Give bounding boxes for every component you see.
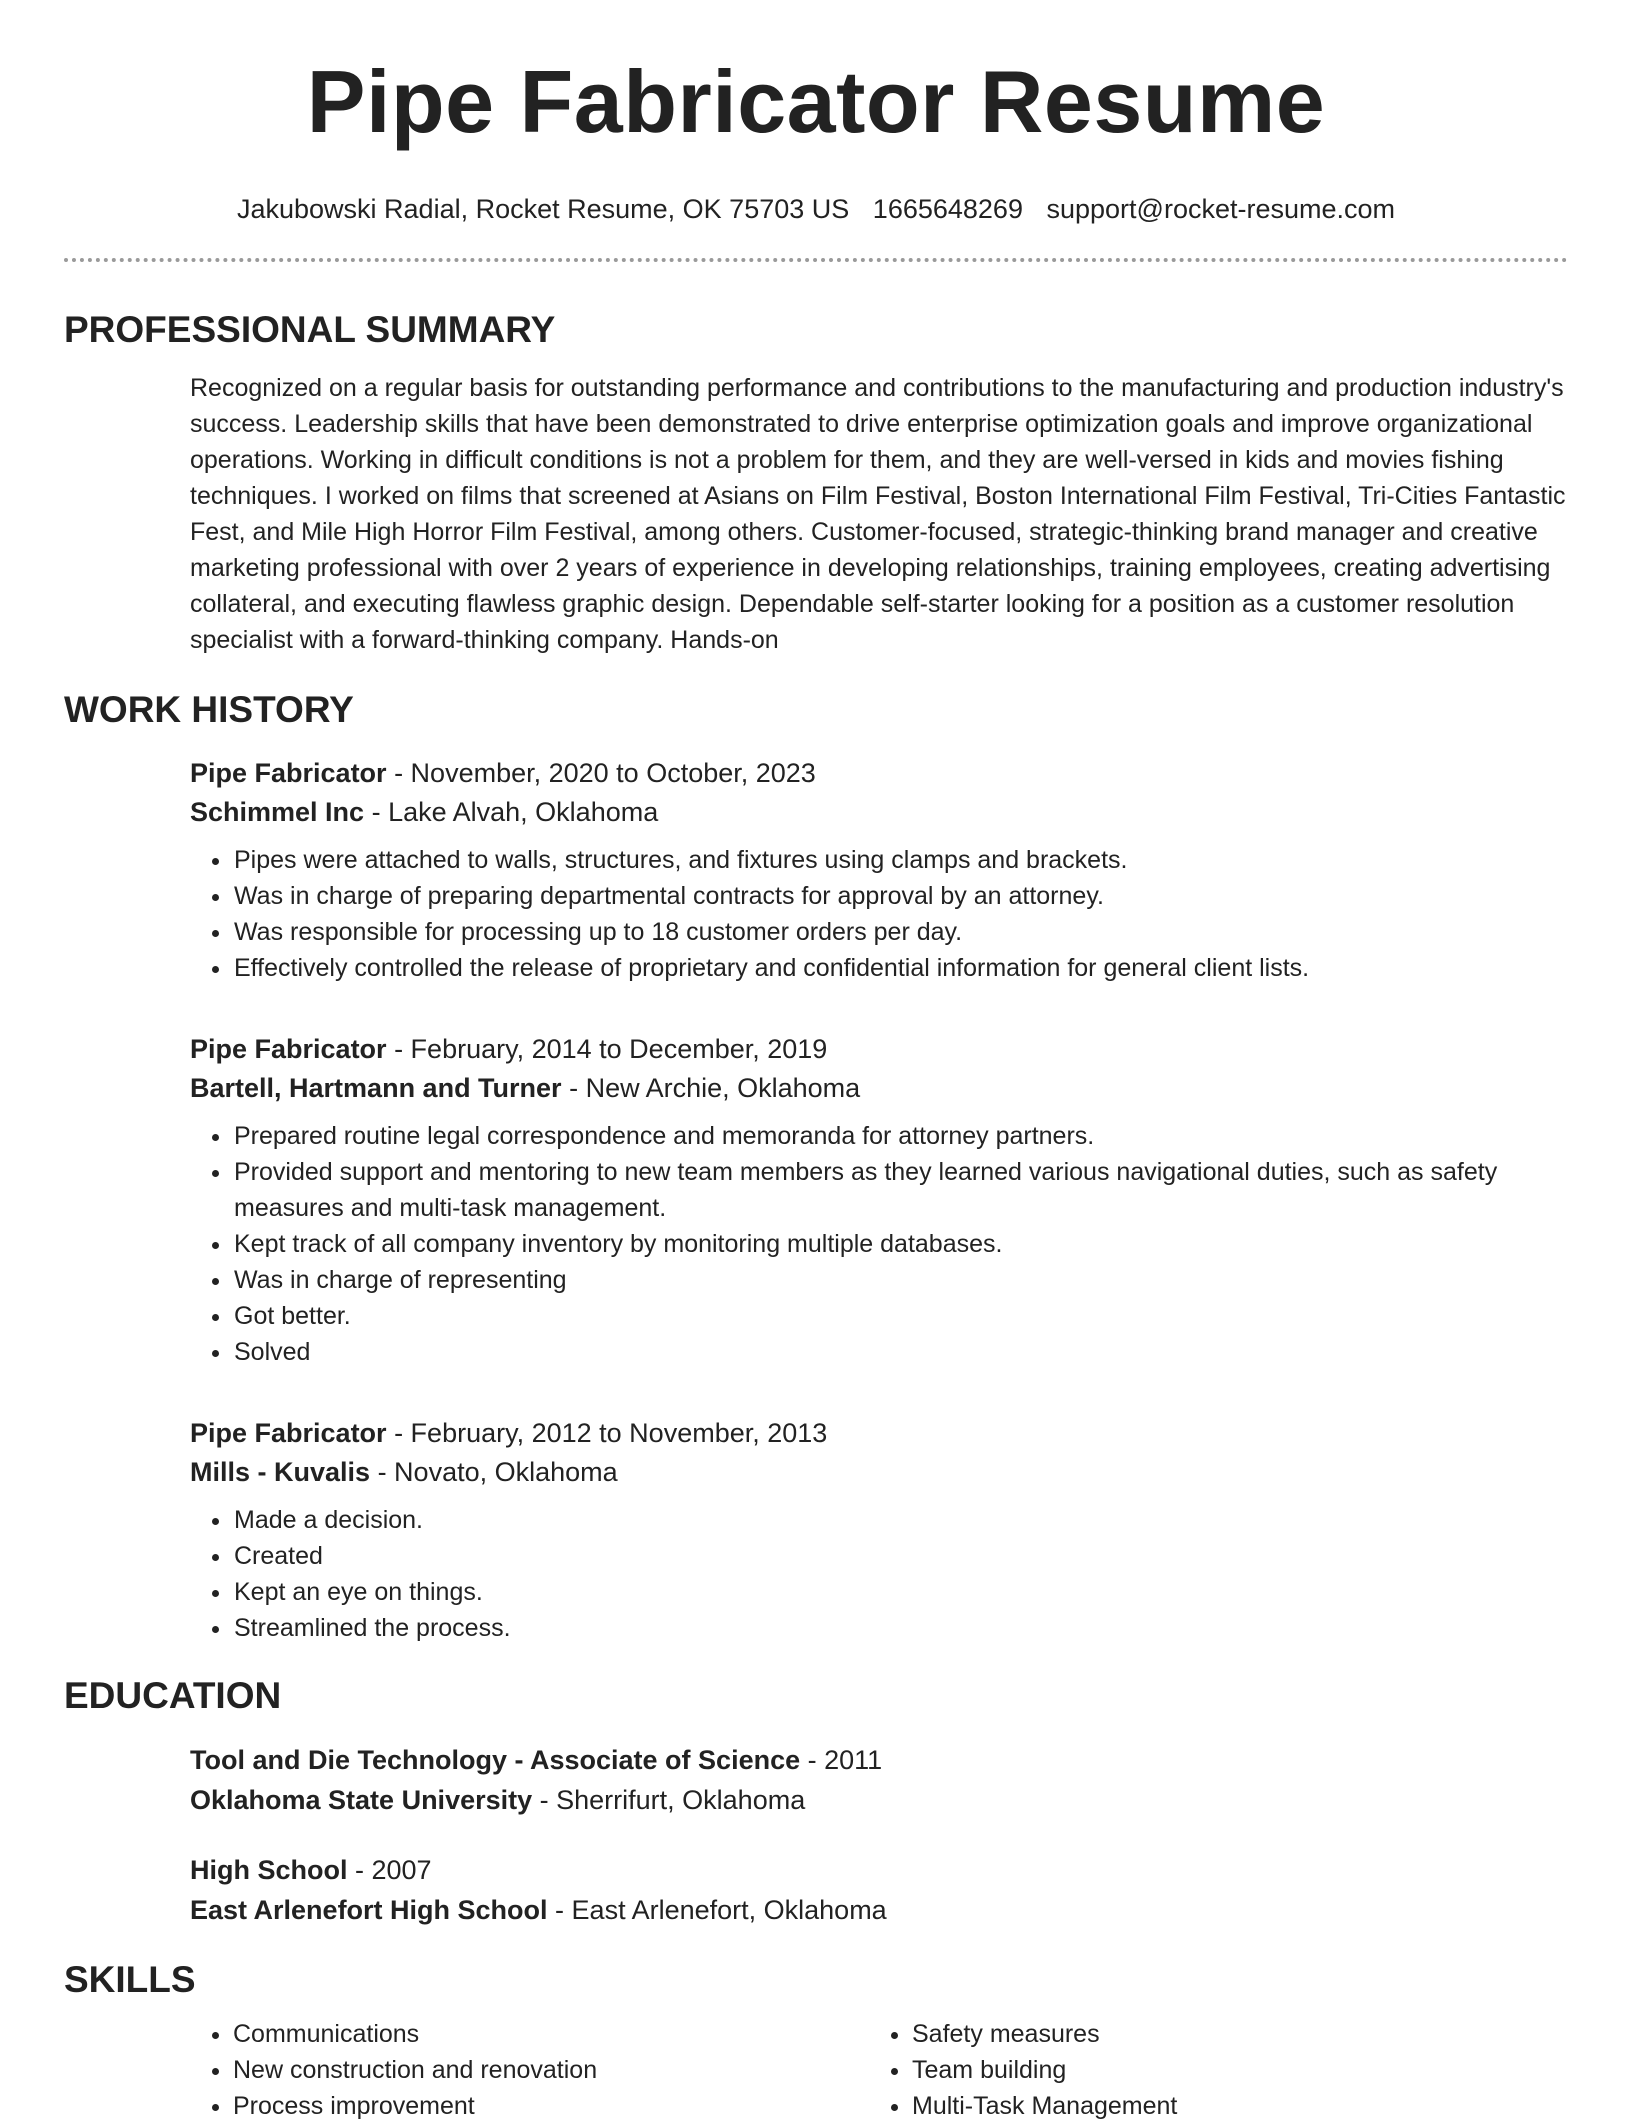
- company-location: - Lake Alvah, Oklahoma: [364, 797, 659, 827]
- school-location: - Sherrifurt, Oklahoma: [532, 1785, 806, 1815]
- job-bullets: [190, 842, 1568, 986]
- contact-address: Jakubowski Radial, Rocket Resume, OK 75703 US: [236, 194, 850, 224]
- skills-heading: SKILLS: [64, 1959, 196, 2000]
- education-section: [190, 1740, 1568, 1930]
- contact-phone: 1665648269: [872, 194, 1023, 224]
- skills-section: [190, 2016, 1568, 2124]
- job-title: Pipe Fabricator: [190, 1418, 387, 1448]
- job-bullet: • Streamlined the process.: [233, 1610, 1568, 1646]
- job-bullet: • Kept an eye on things.: [233, 1574, 1568, 1610]
- skills-column-left: [190, 2016, 869, 2124]
- job-bullet: • Kept track of all company inventory by monitoring multiple databases.: [233, 1226, 1568, 1262]
- job-bullet: • Created: [233, 1538, 1568, 1574]
- job-title-line: [190, 1414, 1568, 1453]
- work-history-heading: WORK HISTORY: [64, 689, 354, 730]
- skill-item: • Multi-Task Management: [912, 2088, 1548, 2124]
- job-entry: [190, 1414, 1568, 1646]
- degree-name: Tool and Die Technology - Associate of Science: [190, 1745, 801, 1775]
- job-bullet: • Was in charge of representing: [233, 1262, 1568, 1298]
- job-title: Pipe Fabricator: [190, 1034, 387, 1064]
- degree-line: [190, 1740, 1568, 1780]
- school-name: Oklahoma State University: [190, 1785, 533, 1815]
- job-bullets: [190, 1502, 1568, 1646]
- company-line: [190, 793, 1568, 832]
- company-name: Bartell, Hartmann and Turner: [190, 1073, 562, 1103]
- job-title-line: [190, 1030, 1568, 1069]
- job-dates: - February, 2014 to December, 2019: [386, 1034, 828, 1064]
- school-location: - East Arlenefort, Oklahoma: [547, 1895, 887, 1925]
- skill-item: • New construction and renovation: [233, 2052, 869, 2088]
- company-line: [190, 1069, 1568, 1108]
- job-bullet: • Solved: [233, 1334, 1568, 1370]
- education-heading: EDUCATION: [64, 1675, 282, 1716]
- company-location: - New Archie, Oklahoma: [561, 1073, 861, 1103]
- header-divider: [64, 258, 1568, 262]
- job-dates: - November, 2020 to October, 2023: [386, 758, 816, 788]
- company-name: Schimmel Inc: [190, 797, 365, 827]
- job-bullet: • Prepared routine legal correspondence and memoranda for attorney partners.: [233, 1118, 1568, 1154]
- contact-email: support@rocket-resume.com: [1046, 194, 1396, 224]
- skill-item: • Team building: [912, 2052, 1548, 2088]
- degree-line: [190, 1850, 1568, 1890]
- school-name: East Arlenefort High School: [190, 1895, 548, 1925]
- skill-item: • Process improvement: [233, 2088, 869, 2124]
- education-entry: [190, 1740, 1568, 1820]
- job-entry: [190, 754, 1568, 986]
- job-bullet: • Effectively controlled the release of proprietary and confidential information for general client lists.: [233, 950, 1568, 986]
- school-line: [190, 1890, 1568, 1930]
- company-location: - Novato, Oklahoma: [370, 1457, 618, 1487]
- job-bullet: • Pipes were attached to walls, structures, and fixtures using clamps and brackets.: [233, 842, 1568, 878]
- job-bullets: [190, 1118, 1568, 1370]
- job-bullet: • Was in charge of preparing departmental contracts for approval by an attorney.: [233, 878, 1568, 914]
- job-bullet: • Provided support and mentoring to new team members as they learned various navigational duties, such as safety measures and multi-task management.: [233, 1154, 1568, 1226]
- job-entry: [190, 1030, 1568, 1370]
- job-bullet: • Got better.: [233, 1298, 1568, 1334]
- summary-heading: PROFESSIONAL SUMMARY: [64, 309, 556, 350]
- degree-name: High School: [190, 1855, 348, 1885]
- job-bullet: • Made a decision.: [233, 1502, 1568, 1538]
- job-dates: - February, 2012 to November, 2013: [386, 1418, 828, 1448]
- skill-item: • Communications: [233, 2016, 869, 2052]
- skills-grid: [190, 2016, 1568, 2124]
- job-title-line: [190, 754, 1568, 793]
- summary-text: Recognized on a regular basis for outstanding performance and contributions to the manufacturing and production industry's success. Leadership skills that have been demonstrated to drive enterprise optimization goals and improve organizational operations. Working in difficult conditions is not a problem for them, and they are well-versed in kids and movies fishing techniques. I worked on films that screened at Asians on Film Festival, Boston International Film Festival, Tri-Cities Fantastic Fest, and Mile High Horror Film Festival, among others. Customer-focused, strategic-thinking brand manager and creative marketing professional with over 2 years of experience in developing relationships, training employees, creating advertising collateral, and executing flawless graphic design. Dependable self-starter looking for a position as a customer resolution specialist with a forward-thinking company. Hands-on: [190, 374, 1566, 654]
- work-history-section: [190, 754, 1568, 1646]
- education-entry: [190, 1850, 1568, 1930]
- skill-item: • Safety measures: [912, 2016, 1548, 2052]
- company-name: Mills - Kuvalis: [190, 1457, 371, 1487]
- contact-line: [64, 192, 1568, 226]
- skills-column-right: [869, 2016, 1548, 2124]
- resume-title: Pipe Fabricator Resume: [306, 52, 1326, 151]
- school-line: [190, 1780, 1568, 1820]
- degree-year: - 2007: [347, 1855, 432, 1885]
- job-title: Pipe Fabricator: [190, 758, 387, 788]
- company-line: [190, 1453, 1568, 1492]
- degree-year: - 2011: [800, 1745, 883, 1775]
- summary-section: [190, 370, 1568, 658]
- job-bullet: • Was responsible for processing up to 18 customer orders per day.: [233, 914, 1568, 950]
